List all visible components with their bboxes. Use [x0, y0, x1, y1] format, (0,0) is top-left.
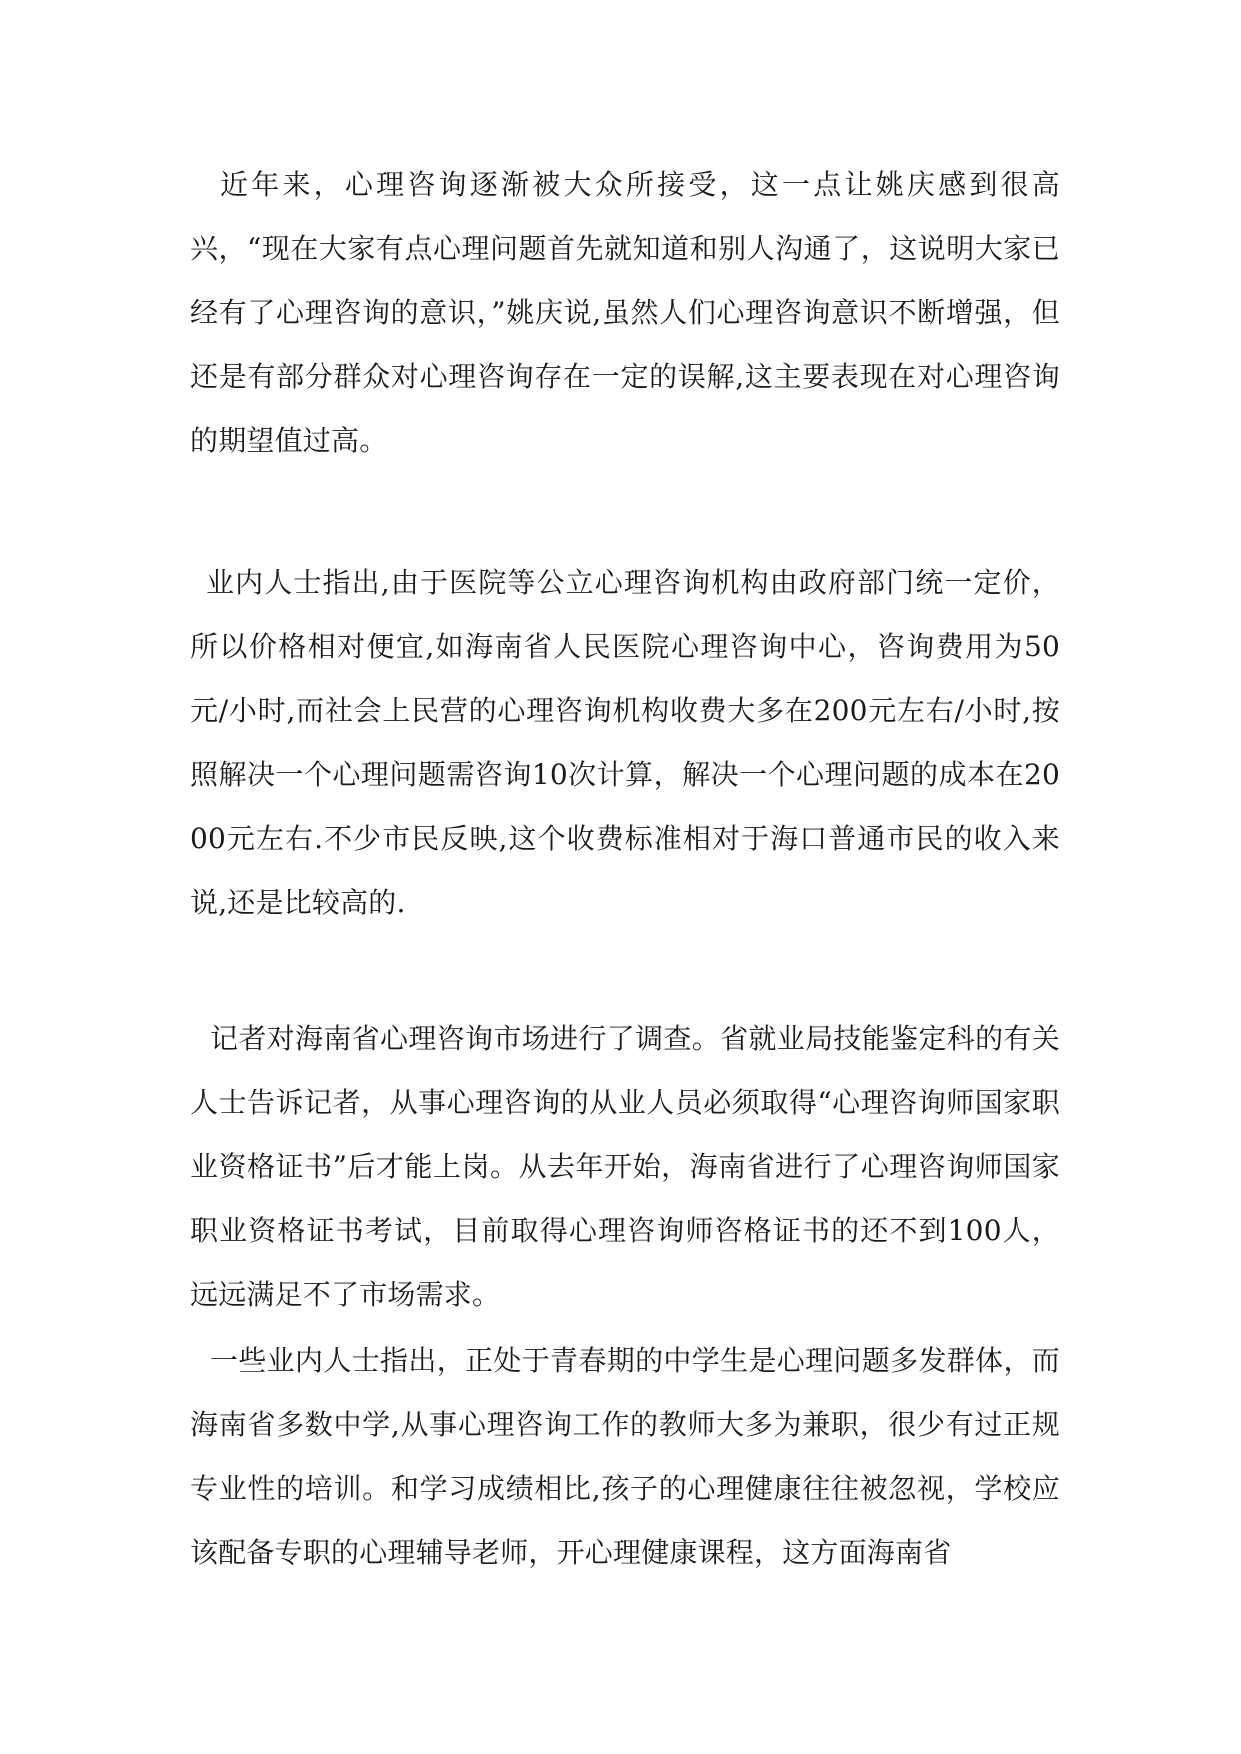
paragraph-market-survey: 记者对海南省心理咨询市场进行了调查。省就业局技能鉴定科的有关人士告诉记者，从事心理咨询的从业人员必须取得“心理咨询师国家职业资格证书”后才能上岗。从去年开始，海南省进行了心理咨询师国家职业资格证书考试，目前取得心理咨询师咨格证书的还不到100人，远远满足不了市场需求。 [190, 1022, 1060, 1311]
paragraph-consulting-fees: 业内人士指出,由于医院等公立心理咨询机构由政府部门统一定价，所以价格相对便宜,如海南省人民医院心理咨询中心，咨询费用为50元/小时,而社会上民营的心理咨询机构收费大多在200元左右/小时,按照解决一个心理问题需咨询10次计算，解决一个心理问题的成本在2000元左右.不少市民反映,这个收费标准相对于海口普通市民的收入来说,还是比较高的. [190, 566, 1060, 919]
paragraph-school-counseling: 一些业内人士指出，正处于青春期的中学生是心理问题多发群体，而海南省多数中学,从事心理咨询工作的教师大多为兼职，很少有过正规专业性的培训。和学习成绩相比,孩子的心理健康往往被忽视，学校应该配备专职的心理辅导老师，开心理健康课程，这方面海南省 [190, 1344, 1060, 1569]
paragraph-consulting-awareness: 近年来，心理咨询逐渐被大众所接受，这一点让姚庆感到很高兴，“现在大家有点心理问题首先就知道和别人沟通了，这说明大家已经有了心理咨询的意识，”姚庆说,虽然人们心理咨询意识不断增强，但还是有部分群众对心理咨询存在一定的误解,这主要表现在对心理咨询的期望值过高。 [190, 168, 1060, 457]
